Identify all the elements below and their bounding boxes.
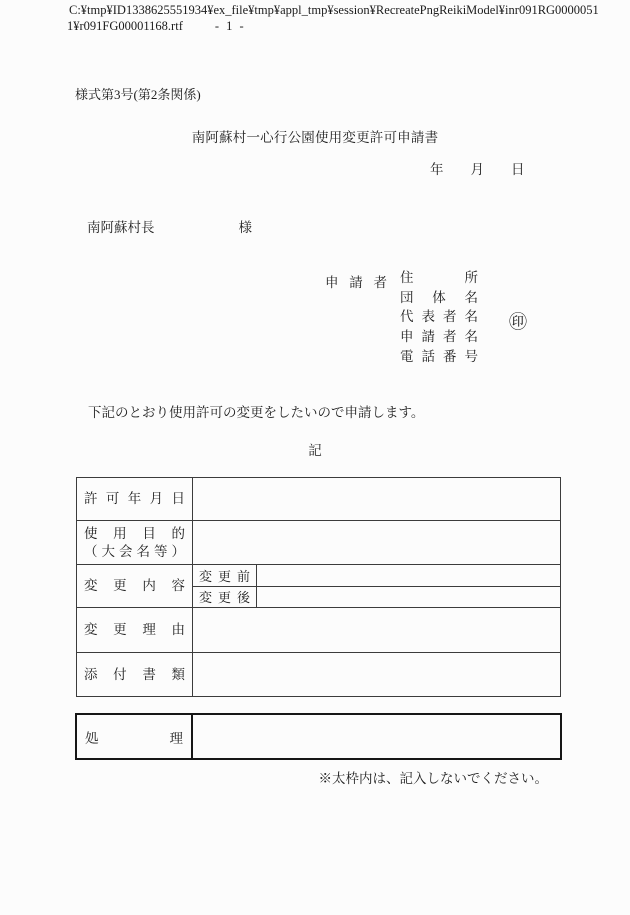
addressee-name: 南阿蘇村長 [87, 220, 155, 235]
application-table [76, 477, 561, 697]
attachments-value-cell [193, 653, 560, 696]
purpose-value-cell [193, 521, 560, 564]
footnote-text: ※太枠内は、記入しないでください。 [318, 771, 548, 786]
after-change-label: 変更後 [199, 590, 250, 606]
header-file-path [67, 3, 599, 34]
processing-label: 処理 [85, 730, 183, 746]
applicant-field-address: 住所 [400, 270, 478, 285]
applicant-field-representative: 代表者名 [400, 309, 478, 325]
attachments-label-cell [77, 653, 193, 696]
record-label: 記 [308, 443, 322, 458]
attachments-label: 添付書類 [84, 666, 185, 682]
form-style-number: 様式第3号(第2条関係) [75, 87, 201, 102]
processing-label-cell [77, 715, 193, 758]
subrow-after-change [193, 586, 560, 608]
change-reason-label-cell [77, 608, 193, 652]
change-reason-label: 変更理由 [84, 622, 185, 638]
before-change-label: 変更前 [199, 568, 250, 584]
applicant-field-list [400, 268, 478, 366]
change-reason-value-cell [193, 608, 560, 652]
file-path-line1: C:¥tmp¥ID1338625551934¥ex_file¥tmp¥appl_tmp¥session¥RecreatePngReikiModel¥inr091RG0000051 [69, 3, 599, 17]
change-details-label: 変更内容 [84, 578, 185, 594]
purpose-label-line2: （大会名等） [84, 543, 185, 559]
applicant-field-organization: 団体名 [400, 289, 478, 305]
form-title: 南阿蘇村一心行公園使用変更許可申請書 [191, 130, 439, 145]
application-statement: 下記のとおり使用許可の変更をしたいので申請します。 [88, 405, 425, 420]
applicant-field-applicant-name: 申請者名 [400, 329, 478, 345]
processing-value-cell [193, 715, 560, 758]
change-details-subrows [193, 565, 560, 607]
permit-date-label-cell [77, 478, 193, 520]
addressee-line [87, 216, 252, 236]
before-change-value-cell [257, 565, 560, 586]
date-blank-line: 年 月 日 [430, 162, 525, 177]
applicant-field-phone: 電話番号 [400, 348, 478, 364]
after-change-value-cell [257, 587, 560, 608]
table-row-change-details [77, 564, 560, 607]
subrow-before-change [193, 565, 560, 586]
before-change-label-cell [193, 565, 257, 586]
change-details-label-cell [77, 565, 193, 607]
page-number: - 1 - [214, 18, 246, 33]
permit-date-label: 許可年月日 [84, 491, 185, 507]
addressee-honorific: 様 [238, 220, 252, 235]
table-row-permit-date [77, 478, 560, 520]
file-path-line2-text: 1¥r091FG00001168.rtf [67, 18, 183, 33]
table-row-attachments [77, 652, 560, 696]
processing-box [75, 713, 562, 760]
applicant-heading: 申請者 [325, 275, 387, 290]
permit-date-value-cell [193, 478, 560, 520]
purpose-label-line1: 使用目的 [84, 526, 185, 541]
table-row-purpose [77, 520, 560, 564]
table-row-change-reason [77, 607, 560, 652]
after-change-label-cell [193, 587, 257, 608]
purpose-label-cell [77, 521, 193, 564]
seal-mark-icon: ㊞ [509, 312, 527, 332]
file-path-line2 [67, 19, 599, 35]
